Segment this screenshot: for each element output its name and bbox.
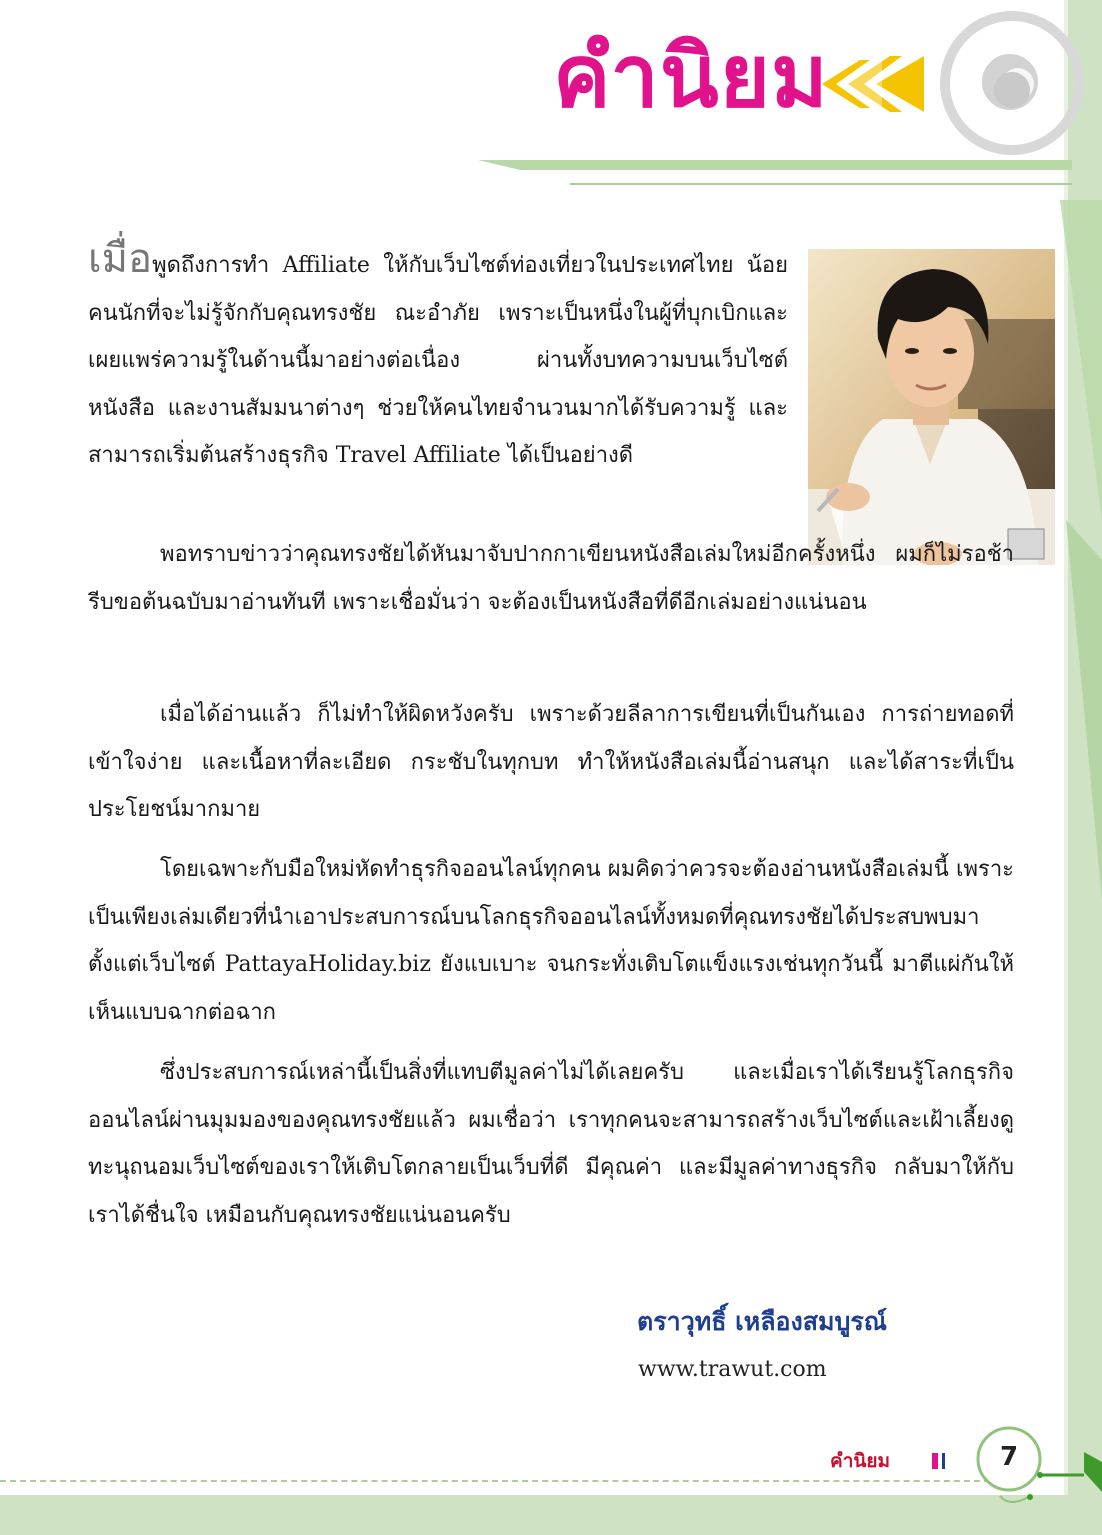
paragraph: โดยเฉพาะกับมือใหม่หัดทำธุรกิจออนไลน์ทุกคน ผมคิดว่าควรจะต้องอ่านหนังสือเล่มนี้ เพราะเป็นเพียงเล่มเดียวที่นำเอาประสบการณ์บนโลกธุรกิจออนไลน์ทั้งหมดที่คุณทรงชัยได้ประสบพบมาตั้งแต่เว็บไซต์ PattayaHoliday.biz ยังแบเบาะ จนกระทั่งเติบโตแข็งแรงเช่นทุกวันนี้ มาตีแผ่กันให้เห็นแบบฉากต่อฉาก [88, 857, 1014, 1025]
header-green-rule [478, 160, 1072, 170]
author-website: www.trawut.com [638, 1357, 827, 1382]
paragraph: เมื่อได้อ่านแล้ว ก็ไม่ทำให้ผิดหวังครับ เพราะด้วยลีลาการเขียนที่เป็นกันเอง การถ่ายทอดที่เข้าใจง่าย และเนื้อหาที่ละเอียด กระชับในทุกบท ทำให้หนังสือเล่มนี้อ่านสนุก และได้สาระที่เป็นประโยชน์มากมาย [88, 702, 1014, 822]
author-photo [808, 249, 1055, 565]
paragraph: ซึ่งประสบการณ์เหล่านี้เป็นสิ่งที่แทบตีมูลค่าไม่ได้เลยครับ และเมื่อเราได้เรียนรู้โลกธุรกิจออนไลน์ผ่านมุมมองของคุณทรงชัยแล้ว ผมเชื่อว่า เราทุกคนจะสามารถสร้างเว็บไซต์และเฝ้าเลี้ยงดู ทะนุถนอมเว็บไซต์ของเราให้เติบโตกลายเป็นเว็บที่ดี มีคุณค่า และมีมูลค่าทางธุรกิจ กลับมาให้กับเราได้ชื่นใจ เหมือนกับคุณทรงชัยแน่นอนครับ [88, 1060, 1014, 1228]
paragraph: พอทราบข่าวว่าคุณทรงชัยได้หันมาจับปากกาเขียนหนังสือเล่มใหม่อีกครั้งหนึ่ง ผมก็ไม่รอช้า รีบขอต้นฉบับมาอ่านทันที เพราะเชื่อมั่นว่า จะต้องเป็นหนังสือที่ดีอีกเล่มอย่างแน่นอน [88, 542, 1014, 615]
intro-text: พูดถึงการทำ Affiliate ให้กับเว็บไซต์ท่องเที่ยวในประเทศไทย น้อยคนนักที่จะไม่รู้จักกับคุณทรงชัย ณะอำภัย เพราะเป็นหนึ่งในผู้ที่บุกเบิกและเผยแพร่ความรู้ในด้านนี้มาอย่างต่อเนื่อง ผ่านทั้งบทความบนเว็บไซต์ หนังสือ และงานสัมมนาต่างๆ ช่วยให้คนไทยจำนวนมากได้รับความรู้ และสามารถเริ่มต้นสร้างธุรกิจ Travel Affiliate ได้เป็นอย่างดี [88, 253, 788, 468]
section-bars-icon [930, 1451, 950, 1471]
page-title: คำนิยม [553, 27, 829, 127]
author-name: ตราวุทธิ์ เหลืองสมบูรณ์ [637, 1307, 887, 1336]
footer-section-label: คำนิยม [830, 1450, 891, 1472]
intro-paragraph [88, 236, 788, 480]
page-number: 7 [999, 1442, 1019, 1472]
arrow-right-icon [1084, 1452, 1102, 1492]
dropcap: เมื่อ [88, 236, 153, 282]
